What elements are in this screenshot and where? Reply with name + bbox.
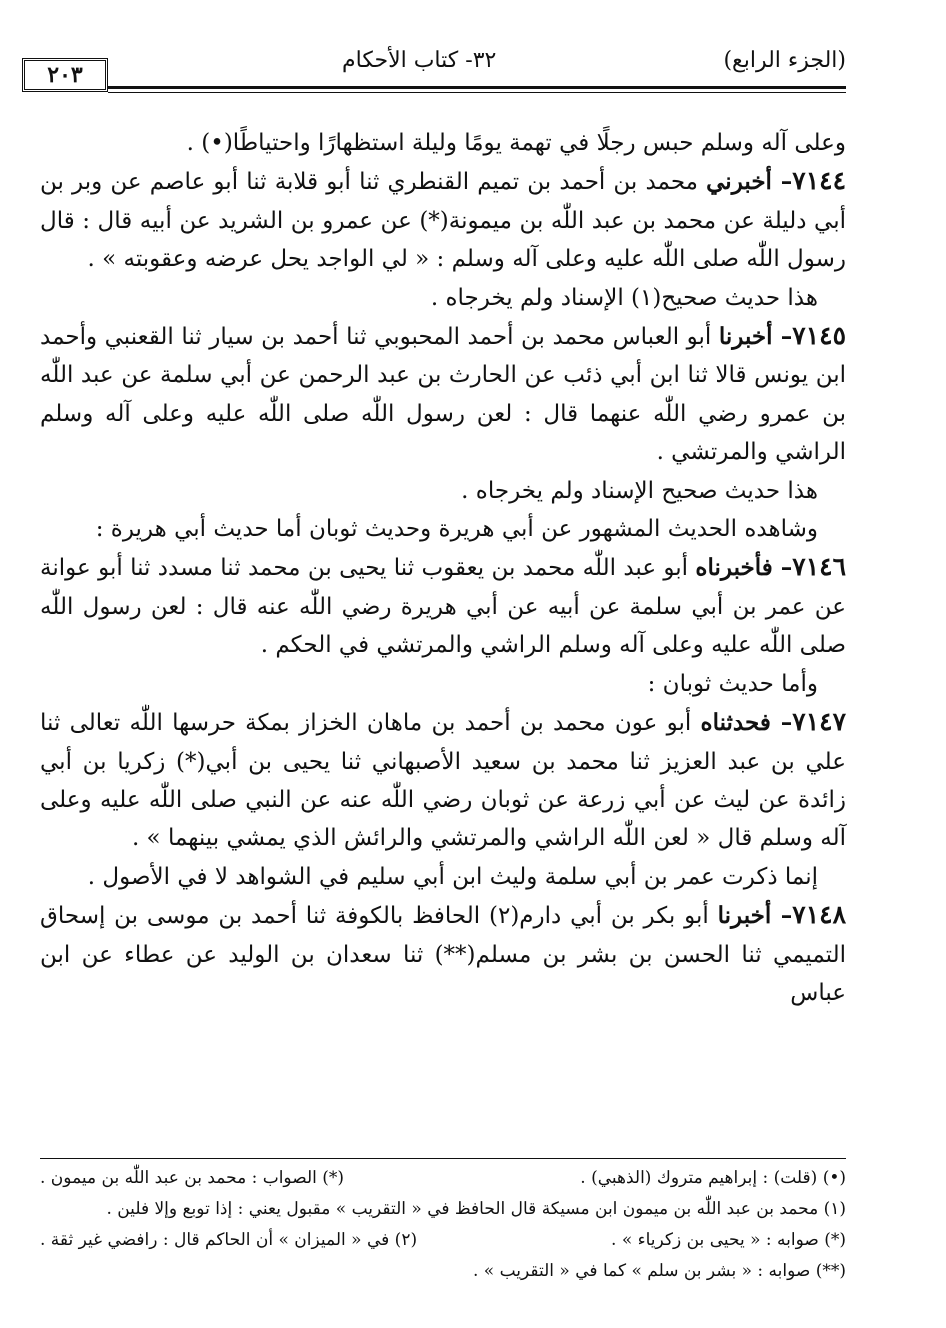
hadith-7148 (40, 896, 846, 1012)
witness-paragraph: وشاهده الحديث المشهور عن أبي هريرة وحديث ثوبان أما حديث أبي هريرة : (95, 516, 818, 543)
footnote: (٢) في « الميزان » أن الحاكم قال : رافضي غير ثقة . (40, 1230, 418, 1250)
hadith-7145 (40, 317, 846, 472)
footnote-row (40, 1163, 846, 1194)
page-number: ٢٠٣ (22, 58, 108, 92)
footnote-row (40, 1194, 846, 1225)
chapter-title: ٣٢- كتاب الأحكام (342, 48, 497, 73)
hadith-text: أبو عبد اللّٰه محمد بن يعقوب ثنا يحيى بن محمد ثنا مسدد ثنا أبو عوانة عن عمر بن أبي سلمة عن أبيه عن أبي هريرة رضي اللّٰه عنه قال : لعن رسول اللّٰه صلى اللّٰه عليه وعلى آله وسلم الراشي والمرتشي في الحكم . (40, 555, 846, 659)
hadith-number: ٧١٤٥ (792, 321, 847, 351)
hadith-7147 (40, 703, 846, 858)
footnote: (•) (قلت) : إبراهيم متروك (الذهبي) . (580, 1168, 846, 1188)
hadith-number: ٧١٤٨ (792, 900, 846, 930)
hadith-lead: – أخبرنا (717, 902, 793, 930)
footnote-row (40, 1256, 846, 1287)
hadith-text: أبو بكر بن أبي دارم(٢) الحافظ بالكوفة ثنا أحمد بن موسى بن إسحاق التميمي ثنا الحسن بن بشر بن مسلم(**) ثنا سعدان بن الوليد عن عطاء عن ابن عباس (40, 903, 846, 1006)
thawban-intro: وأما حديث ثوبان : (647, 670, 818, 697)
hadith-grade: هذا حديث صحيح الإسناد ولم يخرجاه . (461, 477, 818, 504)
footnote: (*) الصواب : محمد بن عبد اللّٰه بن ميمون . (40, 1168, 345, 1188)
header-rule-thick (108, 86, 846, 89)
hadith-number: ٧١٤٦ (792, 552, 846, 582)
hadith-text: أبو العباس محمد بن أحمد المحبوبي ثنا أحمد بن سيار ثنا القعنبي وأحمد ابن يونس قالا ثنا ابن أبي ذئب عن الحارث بن عبد الرحمن عن أبي سلمة عن عبد اللّٰه بن عمرو رضي اللّٰه عنهما قال : لعن رسول اللّٰه صلى اللّٰه عليه وعلى آله وسلم الراشي والمرتشي . (40, 324, 846, 466)
hadith-text: أبو عون محمد بن أحمد بن ماهان الخزاز بمكة حرسها اللّٰه تعالى ثنا علي بن عبد العزيز ثنا محمد بن سعيد الأصبهاني ثنا يحيى بن أبي(*) زكريا بن أبي زائدة عن ليث عن أبي زرعة عن ثوبان رضي اللّٰه عنه عن النبي صلى اللّٰه عليه وعلى آله وسلم قال « لعن اللّٰه الراشي والمرتشي والرائش الذي يمشي بينهما » . (40, 710, 846, 852)
hadith-lead: – فحدثناه (700, 709, 793, 737)
footnotes (40, 1158, 846, 1287)
volume-label: (الجزء الرابع) (723, 48, 846, 73)
hadith-grade: هذا حديث صحيح(١) الإسناد ولم يخرجاه . (430, 284, 818, 311)
paragraph-continuation: وعلى آله وسلم حبس رجلًا في تهمة يومًا وليلة استظهارًا واحتياطًا(•) . (186, 130, 846, 156)
footnote: (*) صوابه : « يحيى بن زكرياء » . (611, 1230, 846, 1250)
footnote-row (40, 1225, 846, 1256)
main-text (40, 124, 846, 1012)
page-header (22, 40, 846, 90)
header-rule-thin (108, 92, 846, 93)
footnote: (١) محمد بن عبد اللّٰه بن ميمون ابن مسيكة قال الحافظ في « التقريب » مقبول يعني : إذا توبع وإلا فلين . (106, 1199, 846, 1219)
hadith-lead: – أخبرنا (718, 323, 793, 351)
hadith-number: ٧١٤٧ (792, 707, 846, 737)
footnote: (**) صوابه : « بشر بن سلم » كما في « التقريب » . (472, 1261, 846, 1281)
hadith-7144 (40, 162, 846, 278)
hadith-text: محمد بن أحمد بن تميم القنطري ثنا أبو قلابة ثنا أبو عاصم عن وبر بن أبي دليلة عن محمد بن عبد اللّٰه بن ميمونة(*) عن عمرو بن الشريد عن أبيه قال : قال رسول اللّٰه صلى اللّٰه عليه وعلى آله وسلم : « لي الواجد يحل عرضه وعقوبته » . (40, 169, 846, 273)
hadith-7146 (40, 548, 846, 664)
author-note: إنما ذكرت عمر بن أبي سلمة وليث ابن أبي سليم في الشواهد لا في الأصول . (87, 863, 818, 890)
hadith-lead: – أخبرني (706, 168, 793, 196)
hadith-number: ٧١٤٤ (792, 166, 846, 196)
hadith-lead: – فأخبرناه (695, 554, 793, 582)
